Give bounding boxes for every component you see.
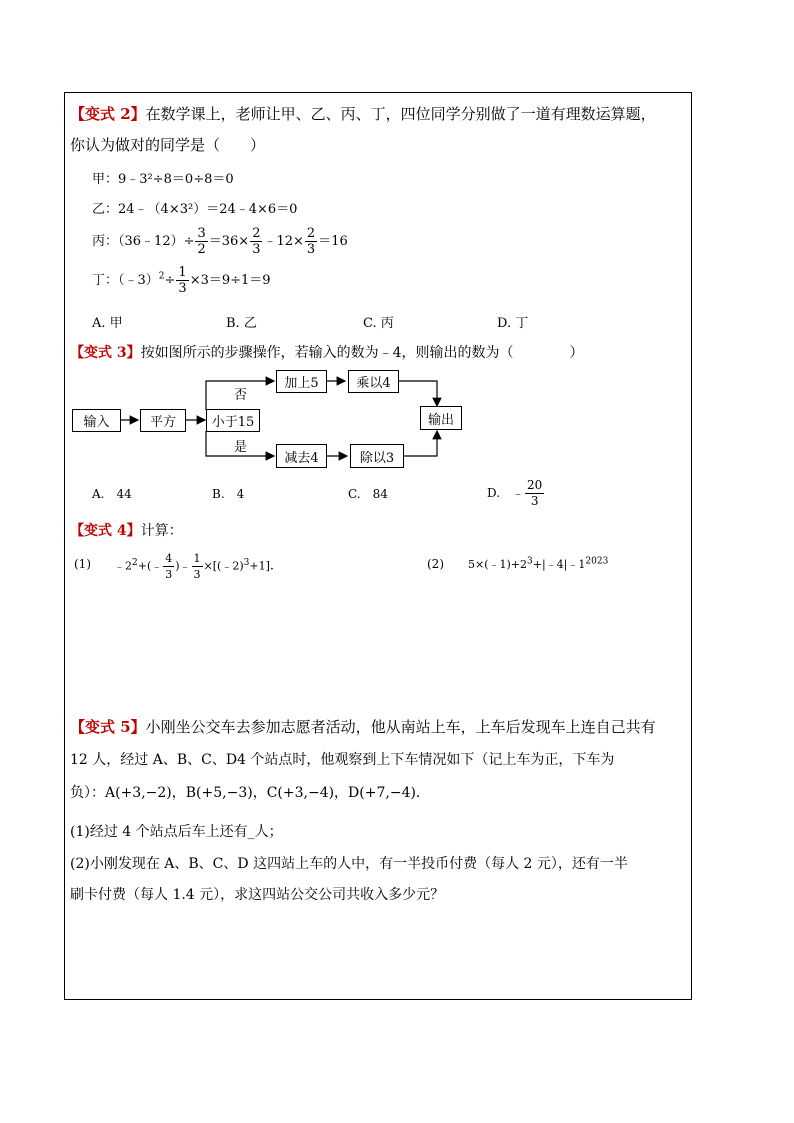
flow-compare-box: 小于15 [206,409,260,432]
fraction: $\frac{3}{2}$ [197,226,206,257]
flow-add5-box: 加上5 [276,370,327,393]
v4-part2-label: (2) [427,557,444,571]
v2-stem-line2: 你认为做对的同学是（ ） [70,136,266,154]
fraction: $\frac{20}{3}$ [527,478,543,508]
v3-option-c: C. 84 [348,487,388,501]
v4-tag: 【变式 4】 [70,523,141,539]
v5-line3: 负）：A(+3,−2)，B(+5,−3)，C(+3,−4)，D(+7,−4). [70,785,421,801]
v3-option-a: A. 44 [92,487,132,501]
v3-stem: 【变式 3】按如图所示的步骤操作，若输入的数为﹣4，则输出的数为（ ） [70,345,584,361]
v2-option-a: A. 甲 [92,316,123,331]
v5-line2: 12 人，经过 A、B、C、D4 个站点时，他观察到上下车情况如下（记上车为正，下车为 [70,752,615,768]
fraction: $\frac{2}{3}$ [252,226,261,257]
v4-part1-expression: $﹣2^2+(﹣$ $\frac{4}{3}$ )﹣ $\frac{1}{3}$ ×[(﹣2)$^3$+1]. [114,552,275,581]
v2-ding: 丁：（﹣3）$^2$÷ $\frac{1}{3}$ ×3＝9÷1＝9 [92,265,271,296]
fraction: $\frac{1}{3}$ [178,265,187,296]
v2-bing: 丙：（36﹣12）÷ $\frac{3}{2}$ ＝36× $\frac{2}{3}$ ﹣12× $\frac{2}{3}$ ＝16 [92,226,348,257]
fraction: $\frac{1}{3}$ [193,552,201,581]
v4-part1-label: (1) [74,557,91,571]
v5-tag: 【变式 5】 [70,718,146,736]
flow-square-box: 平方 [140,409,186,432]
fraction: $\frac{2}{3}$ [306,226,316,257]
v2-stem-line1: 【变式 2】在数学课上，老师让甲、乙、丙、丁，四位同学分别做了一道有理数运算题， [70,105,656,123]
v4-part2-expression: $5\times(﹣1)+2^3+|﹣4|﹣1^{2023}$ [468,556,609,571]
flow-yes-label: 是 [234,440,248,455]
v5-question2-line1: (2)小刚发现在 A、B、C、D 这四站上车的人中，有一半投币付费（每人 2 元），还有一半 [70,856,628,872]
v5-question1: (1)经过 4 个站点后车上还有_人； [70,824,283,840]
flow-no-label: 否 [234,388,248,403]
v2-option-c: C. 丙 [363,316,394,331]
v3-tag: 【变式 3】 [70,345,141,361]
flow-mul4-box: 乘以4 [348,370,399,393]
v2-option-b: B. 乙 [226,316,257,331]
v4-stem: 【变式 4】计算： [70,523,183,539]
v2-option-d: D. 丁 [497,316,529,331]
v2-tag: 【变式 2】 [70,105,146,123]
v3-option-d: D. ﹣ $\frac{20}{3}$ [487,478,543,508]
flow-input-box: 输入 [72,409,121,432]
v5-line1: 【变式 5】小刚坐公交车去参加志愿者活动，他从南站上车，上车后发现车上连自己共有 [70,718,656,736]
flow-sub4-box: 减去4 [276,444,327,468]
flow-div3-box: 除以3 [350,444,404,468]
v5-question2-line2: 刷卡付费（每人 1.4 元），求这四站公交公司共收入多少元？ [70,887,445,903]
flow-output-box: 输出 [420,406,462,430]
v3-option-b: B. 4 [212,487,245,501]
fraction: $\frac{4}{3}$ [165,552,173,581]
v2-jia: 甲：9﹣3²÷8＝0÷8＝0 [92,172,234,187]
v2-yi: 乙：24﹣（4×3²）＝24﹣4×6＝0 [92,202,298,217]
